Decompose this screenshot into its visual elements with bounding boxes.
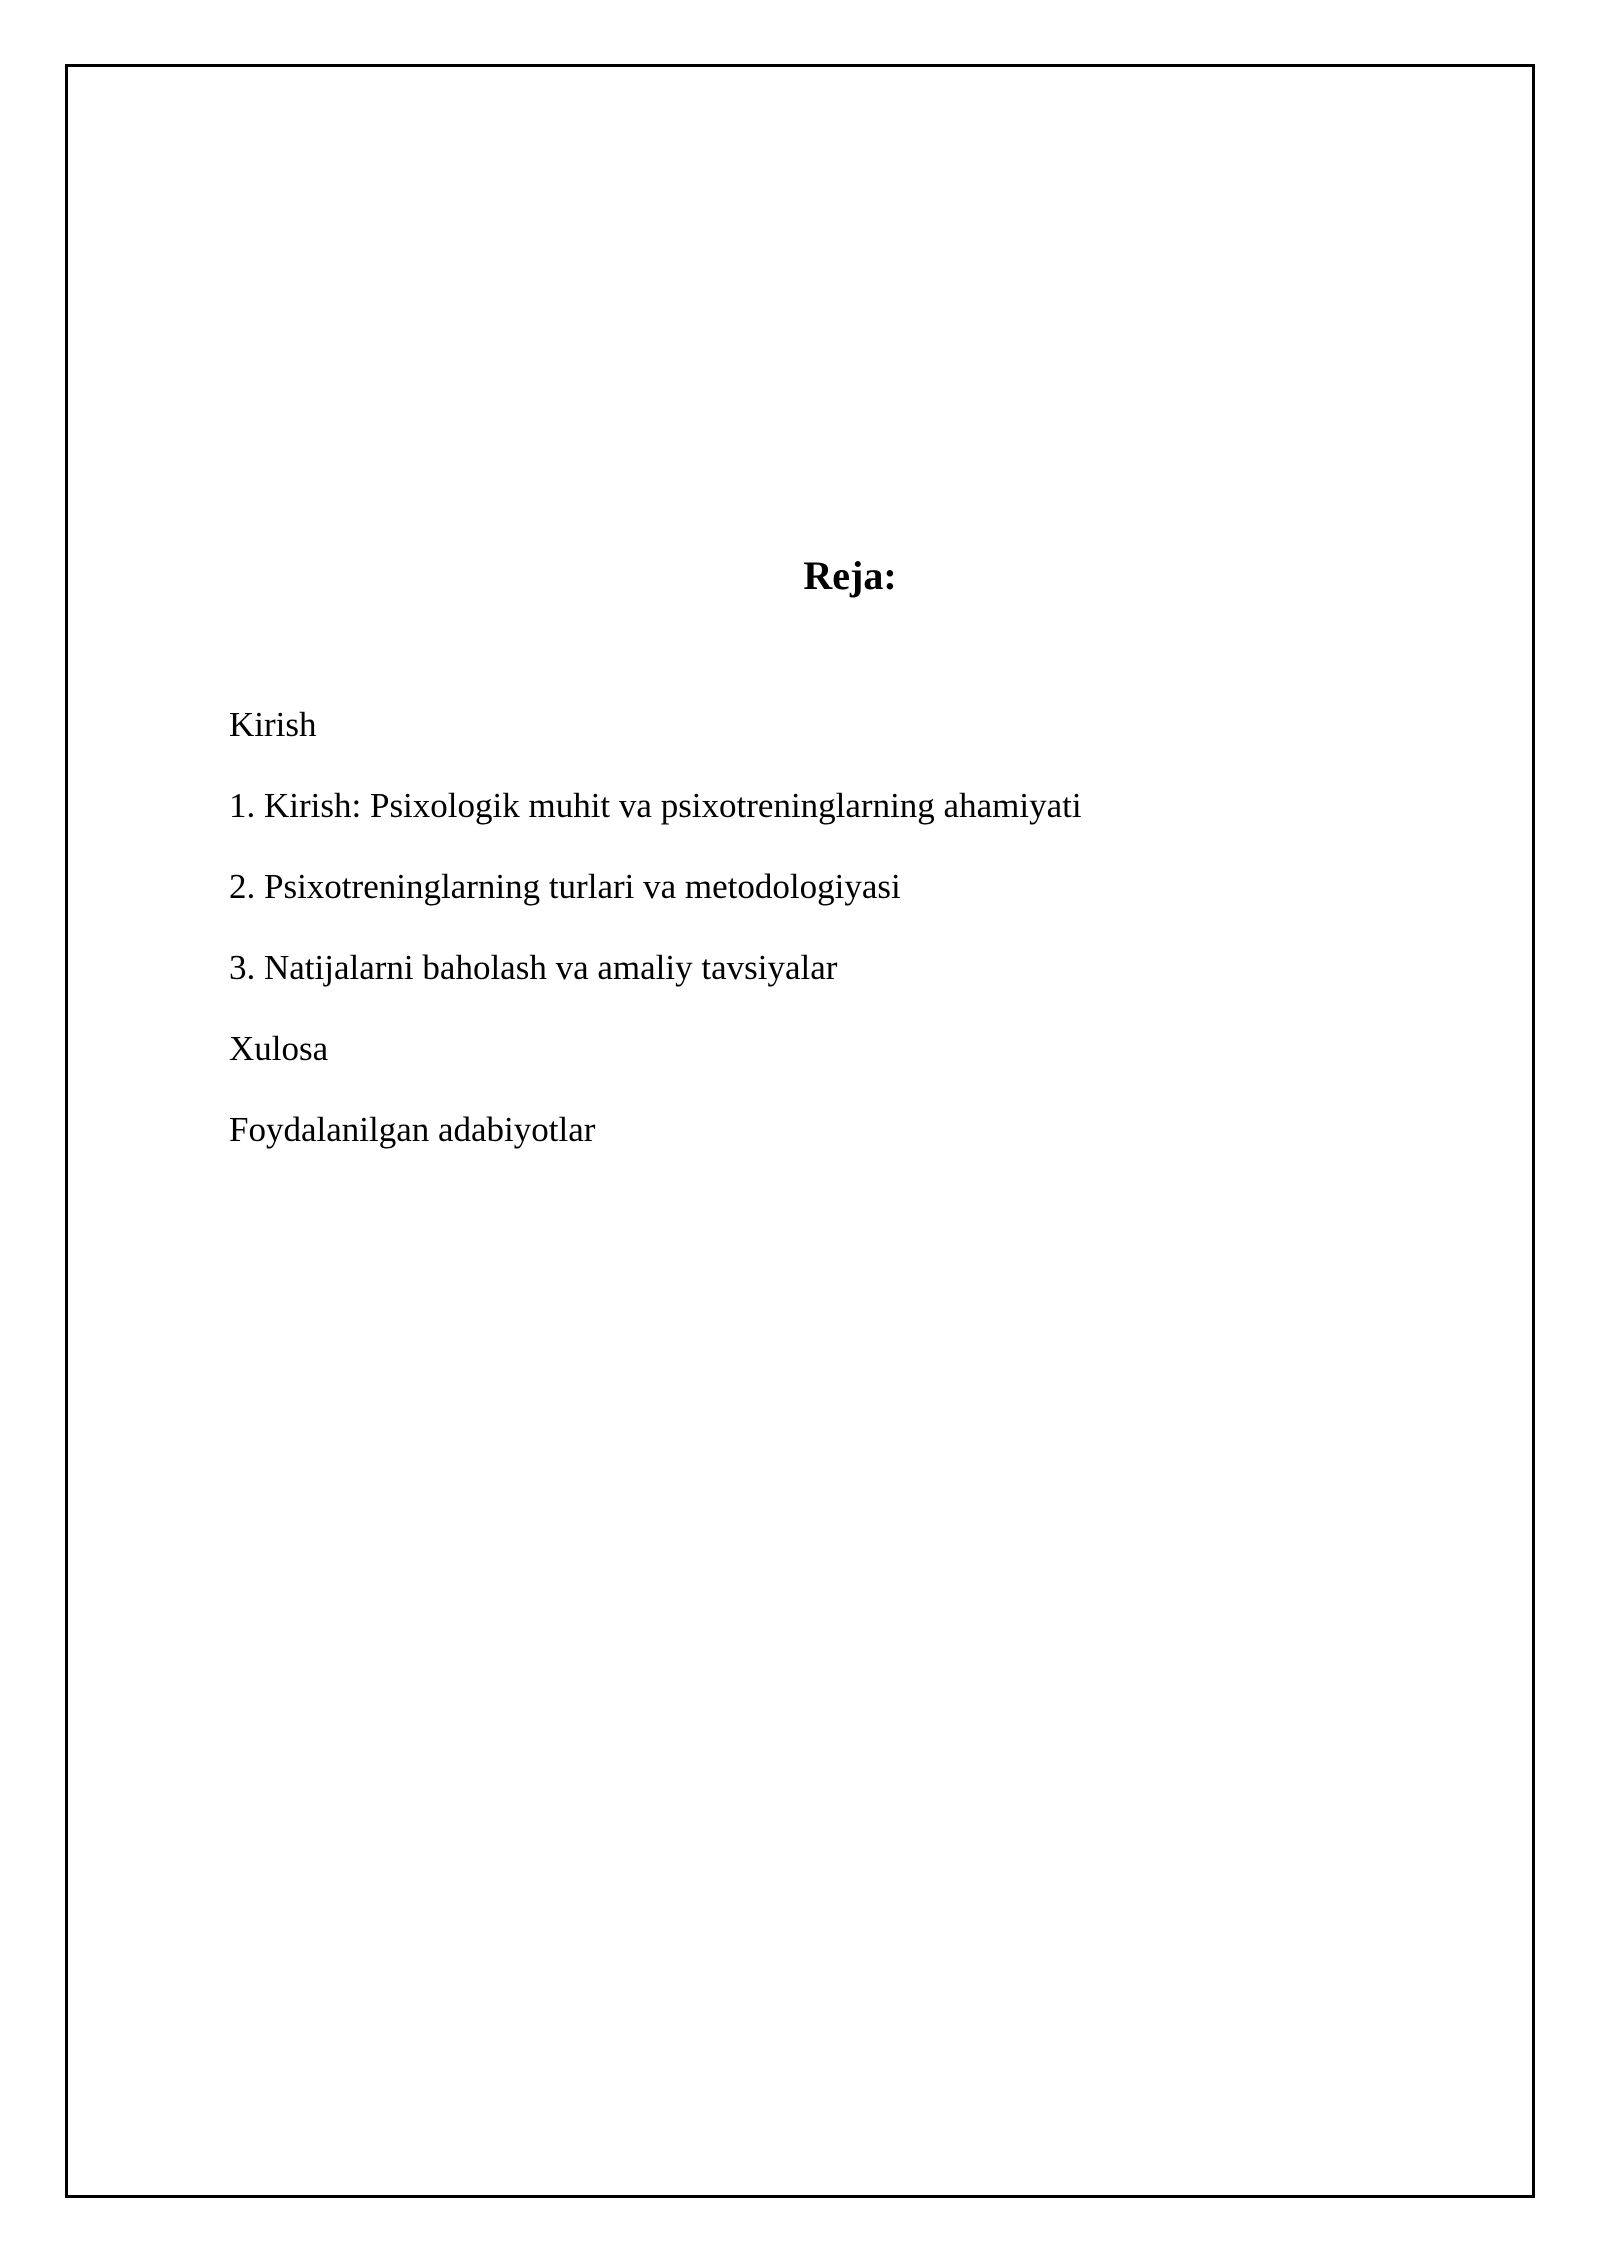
plan-item-intro: Kirish (229, 705, 317, 744)
plan-item-2: 2. Psixotreninglarning turlari va metodologiyasi (229, 867, 901, 906)
plan-item-1: 1. Kirish: Psixologik muhit va psixotreninglarning ahamiyati (229, 786, 1082, 825)
plan-item-3: 3. Natijalarni baholash va amaliy tavsiyalar (229, 948, 838, 987)
plan-list (229, 700, 1082, 1186)
plan-item-references: Foydalanilgan adabiyotlar (229, 1110, 596, 1149)
page-title: Reja: (803, 553, 897, 598)
plan-item-conclusion: Xulosa (229, 1029, 329, 1068)
